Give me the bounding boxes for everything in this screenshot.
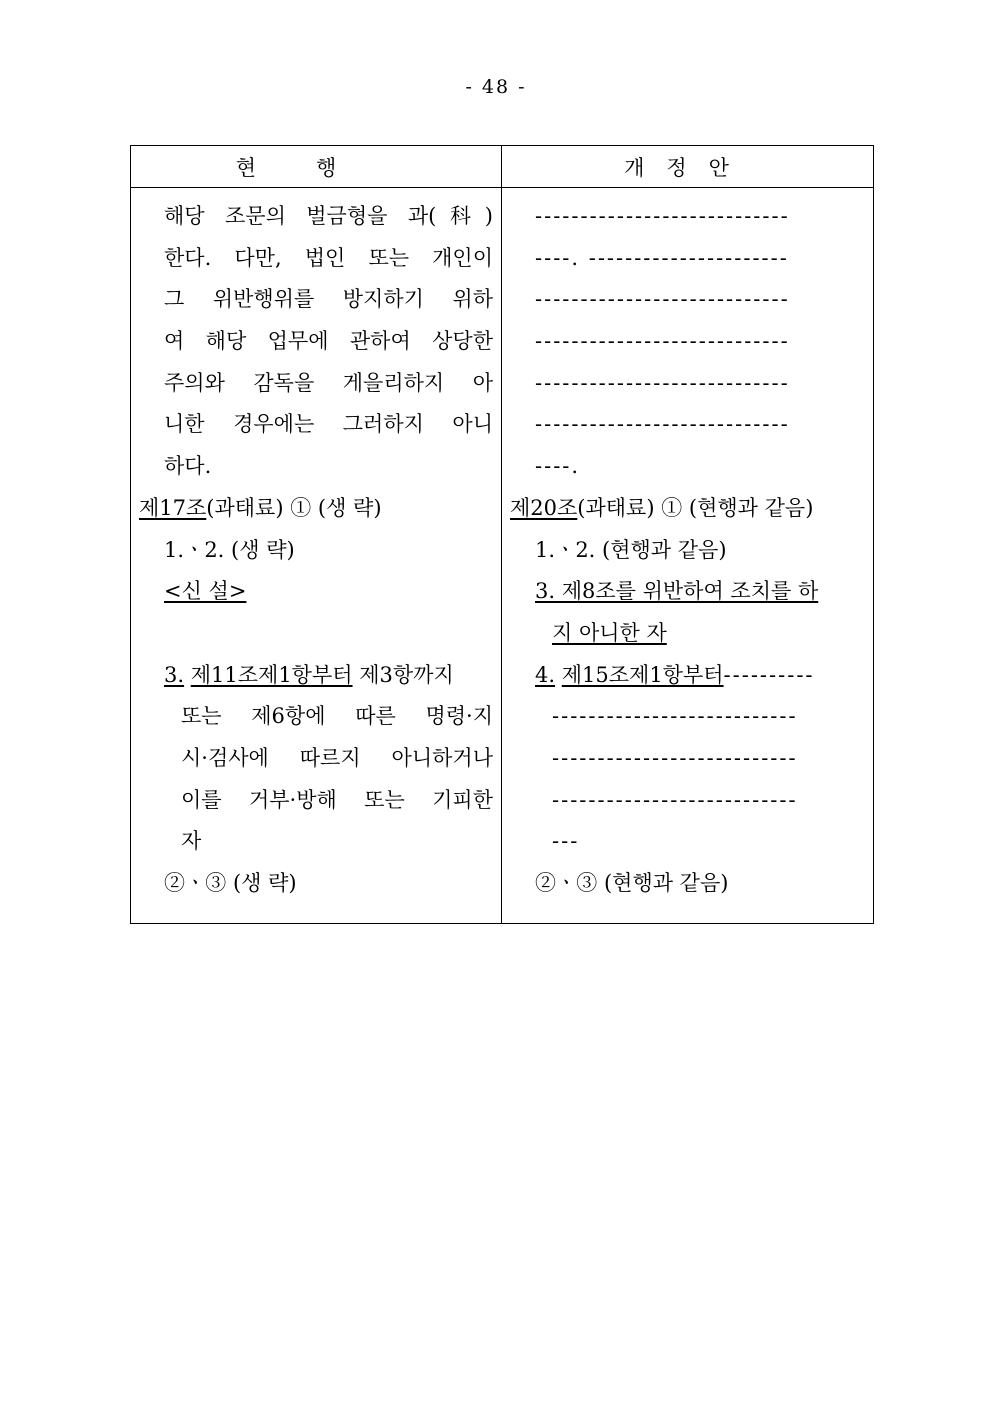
item-3-line: 시·검사에 따르지 아니하거나 <box>181 745 493 770</box>
article-title: (과태료) ① (현행과 같음) <box>577 495 814 520</box>
item-3-heading <box>139 655 493 697</box>
item-3-line: 이를 거부·방해 또는 기피한 <box>181 787 493 812</box>
new-item-3-line: 3. 제8조를 위반하여 조치를 하 <box>535 579 819 604</box>
dash-line: --- <box>552 829 580 854</box>
comparison-table <box>130 145 874 924</box>
article-heading <box>510 488 865 530</box>
dash-line: ----. <box>535 454 581 479</box>
penalty-text-line: 주의와 감독을 게을리하지 아 <box>164 370 493 395</box>
new-clause-marker: <신 설> <box>164 579 247 604</box>
dash-line: ----. ---------------------- <box>535 245 789 270</box>
item-3-line: 자 <box>181 829 202 854</box>
dash-line: ---------------------------- <box>535 287 790 312</box>
penalty-text-line: 하다. <box>164 454 212 479</box>
penalty-text-line: 그 위반행위를 방지하기 위하 <box>164 287 493 312</box>
item-4-heading <box>510 655 865 697</box>
content-row <box>131 188 874 924</box>
item-4-number: 4. <box>535 662 556 687</box>
item-3-underlined-text: 제11조제1항부터 <box>190 662 353 687</box>
item-3-rest: 제3항까지 <box>352 662 454 687</box>
dash-line: ---------------------------- <box>535 204 790 228</box>
paragraphs-2-3: ②ㆍ③ (생 략) <box>164 871 297 895</box>
article-heading <box>139 488 493 530</box>
current-column <box>131 188 502 924</box>
penalty-text-line: 한다. 다만, 법인 또는 개인이 <box>164 245 493 270</box>
paragraphs-2-3: ②ㆍ③ (현행과 같음) <box>535 871 729 895</box>
article-title: (과태료) ① (생 략) <box>206 495 382 520</box>
page-number: - 48 - <box>465 76 527 98</box>
item-3-number: 3. <box>164 662 185 687</box>
item-3-line: 또는 제6항에 따른 명령·지 <box>181 704 493 729</box>
dash-line: ---------------------------- <box>535 412 790 437</box>
header-current: 현행 <box>131 146 502 188</box>
article-number: 제17조 <box>139 495 207 520</box>
dash-line: --------------------------- <box>552 787 798 812</box>
header-row <box>131 146 874 188</box>
penalty-text-line: 해당 조문의 벌금형을 과(科) <box>164 204 493 228</box>
proposed-column <box>502 188 874 924</box>
new-item-3-line: 지 아니한 자 <box>552 620 667 645</box>
header-proposed: 개정안 <box>502 146 874 188</box>
items-1-2: 1.ㆍ2. (현행과 같음) <box>535 537 727 562</box>
blank-line <box>139 613 493 655</box>
item-4-underlined-text: 제15조제1항부터 <box>561 662 724 687</box>
dash-line: ---------------------------- <box>535 329 790 354</box>
items-1-2: 1.ㆍ2. (생 략) <box>164 537 295 562</box>
dash-line: --------------------------- <box>552 745 798 770</box>
dash-line: ---------------------------- <box>535 370 790 395</box>
article-number: 제20조 <box>510 495 578 520</box>
penalty-text-line: 여 해당 업무에 관하여 상당한 <box>164 329 493 354</box>
dash-line: --------------------------- <box>552 704 798 729</box>
item-4-rest: ---------- <box>723 662 815 687</box>
penalty-text-line: 니한 경우에는 그러하지 아니 <box>164 412 493 437</box>
